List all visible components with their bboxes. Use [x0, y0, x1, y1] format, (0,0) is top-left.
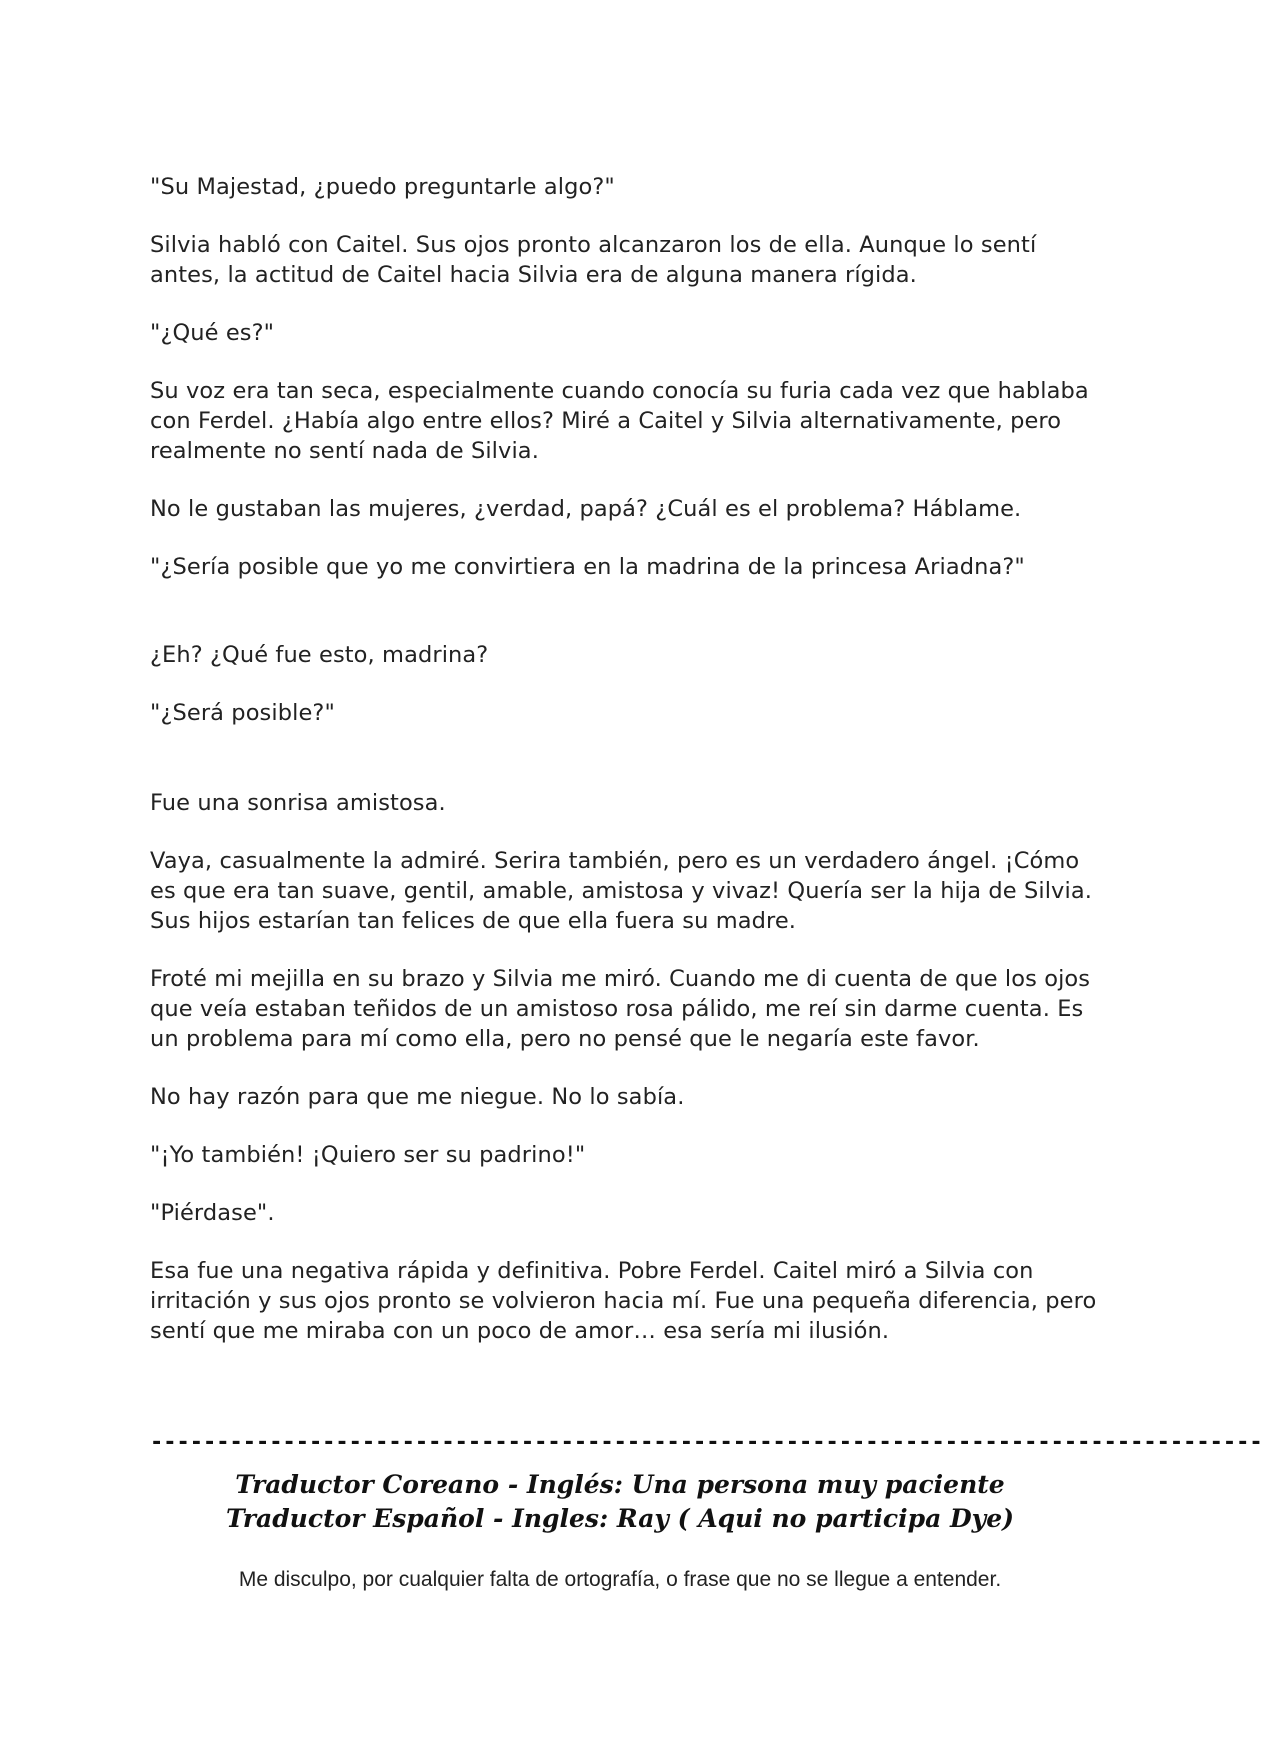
- paragraph: "¡Yo también! ¡Quiero ser su padrino!": [150, 1142, 586, 1168]
- paragraph: "¿Qué es?": [150, 320, 275, 346]
- paragraph: "¿Será posible?": [150, 700, 335, 726]
- paragraph: Su voz era tan seca, especialmente cuando conocía su furia cada vez que hablaba con Ferdel. ¿Había algo entre ellos? Miré a Caitel y Silvia alternativamente, pero realmente no sentí nada de Silvia.: [150, 378, 1089, 464]
- paragraph: Froté mi mejilla en su brazo y Silvia me miró. Cuando me di cuenta de que los ojos que veía estaban teñidos de un amistoso rosa pálido, me reí sin darme cuenta. Es un problema para mí como ella, pero no pensé que le negaría este favor.: [150, 966, 1091, 1052]
- paragraph: Esa fue una negativa rápida y definitiva. Pobre Ferdel. Caitel miró a Silvia con irritación y sus ojos pronto se volvieron hacia mí. Fue una pequeña diferencia, pero sentí que me miraba con un poco de amor… esa sería mi ilusión.: [150, 1258, 1097, 1344]
- paragraph: "Su Majestad, ¿puedo preguntarle algo?": [150, 174, 615, 200]
- paragraph: No le gustaban las mujeres, ¿verdad, papá? ¿Cuál es el problema? Háblame.: [150, 496, 1022, 522]
- paragraph: ¿Eh? ¿Qué fue esto, madrina?: [150, 642, 489, 668]
- apology-note: Me disculpo, por cualquier falta de ortografía, o frase que no se llegue a entender.: [238, 1568, 1002, 1591]
- credit-spanish-english: Traductor Español - Ingles: Ray ( Aqui no participa Dye): [226, 1504, 1014, 1533]
- paragraph: Vaya, casualmente la admiré. Serira también, pero es un verdadero ángel. ¡Cómo es que era tan suave, gentil, amable, amistosa y vivaz! Quería ser la hija de Silvia. Sus hijos estarían tan felices de que ella fuera su madre.: [150, 848, 1092, 934]
- paragraph: "Piérdase".: [150, 1200, 275, 1226]
- paragraph: Silvia habló con Caitel. Sus ojos pronto alcanzaron los de ella. Aunque lo sentí antes, la actitud de Caitel hacia Silvia era de alguna manera rígida.: [150, 232, 1037, 288]
- credit-korean-english: Traductor Coreano - Inglés: Una persona muy paciente: [235, 1470, 1005, 1499]
- dashed-divider: ------------------------------------------------------------------------------------: [150, 1430, 1263, 1455]
- paragraph: "¿Sería posible que yo me convirtiera en la madrina de la princesa Ariadna?": [150, 554, 1025, 580]
- translator-credits: [150, 1468, 1090, 1536]
- paragraph: No hay razón para que me niegue. No lo sabía.: [150, 1084, 685, 1110]
- paragraph: Fue una sonrisa amistosa.: [150, 790, 446, 816]
- story-text: [150, 172, 1100, 1374]
